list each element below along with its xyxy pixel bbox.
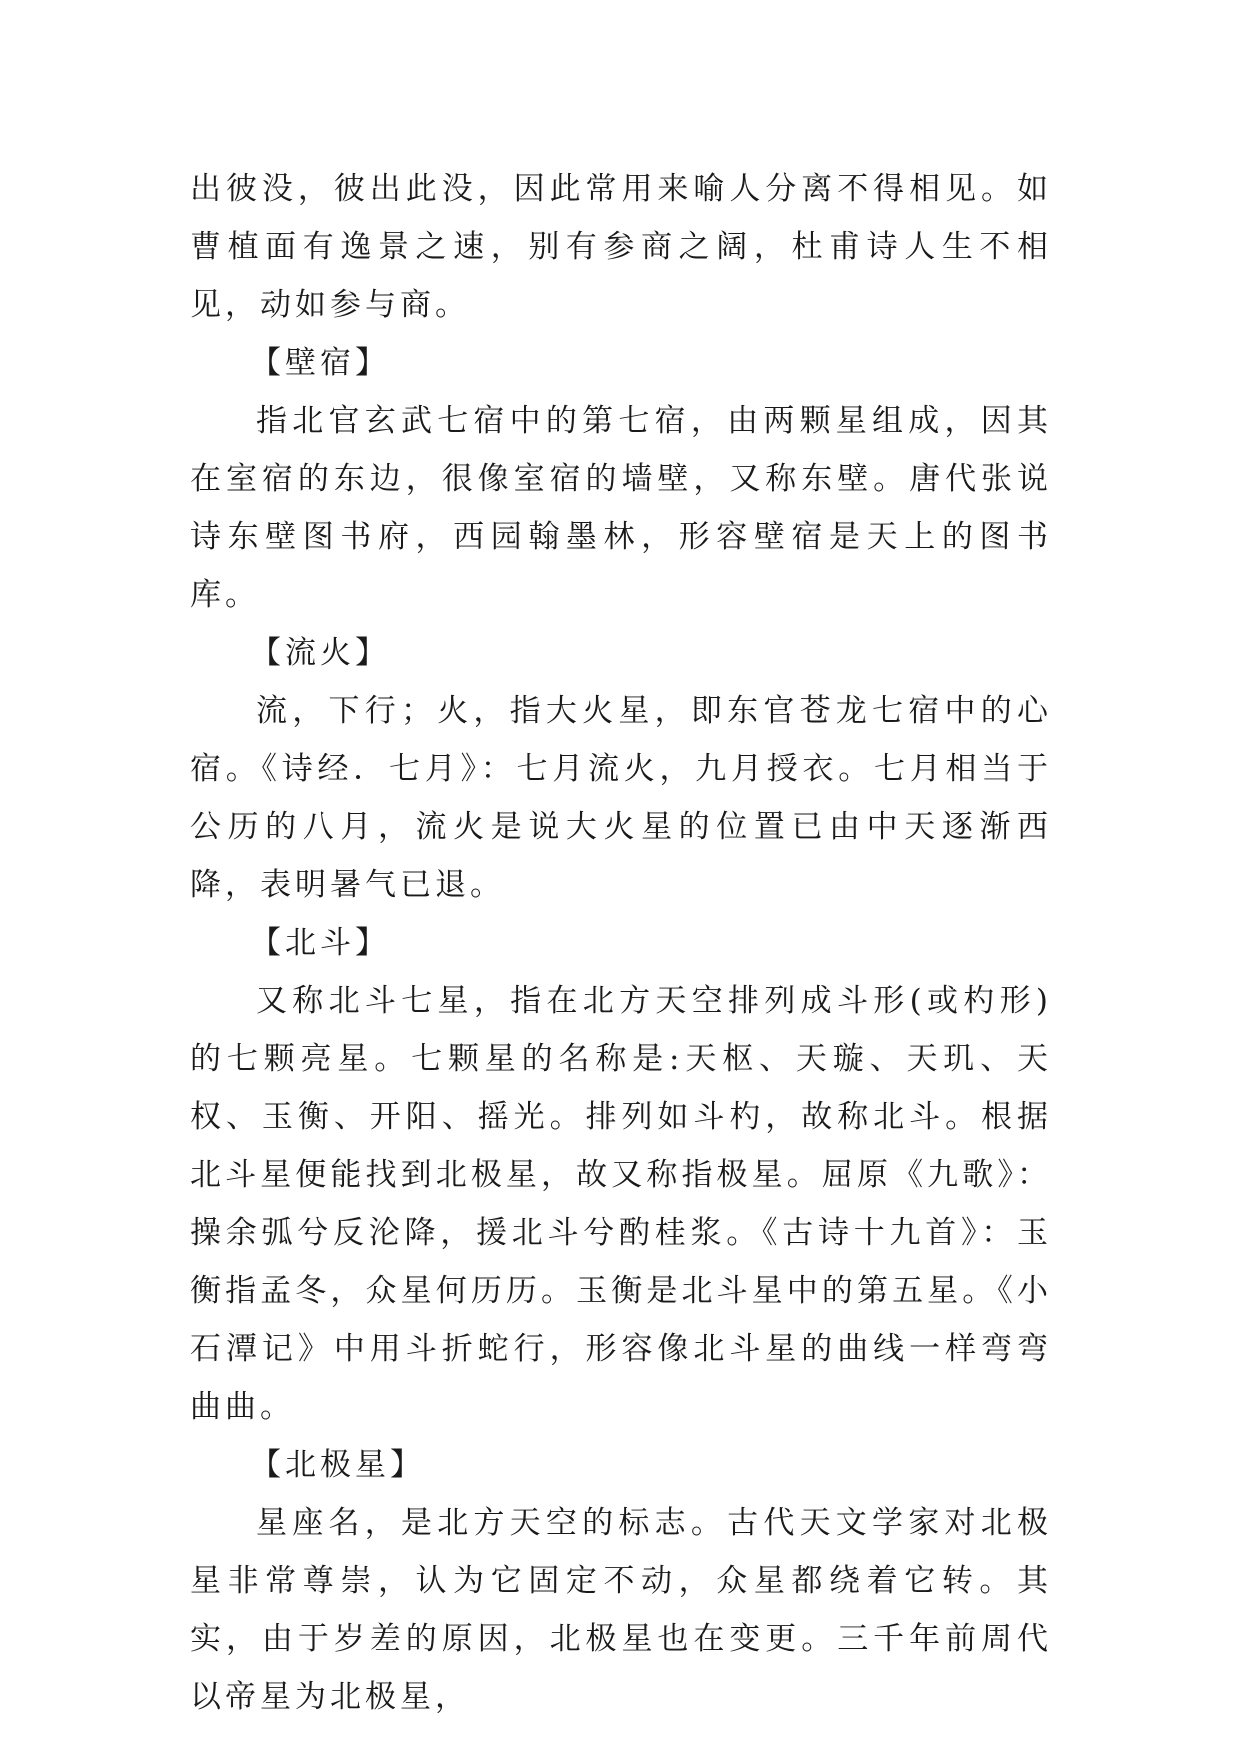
paragraph-liuhuo: 流，下行；火，指大火星，即东官苍龙七宿中的心宿。《诗经．七月》：七月流火，九月授衣。七月相当于公历的八月，流火是说大火星的位置已由中天逐渐西降，表明暑气已退。	[190, 693, 1052, 903]
section-heading-beijixing: 【北极星】	[250, 1447, 425, 1483]
paragraph-beidou: 又称北斗七星，指在北方天空排列成斗形(或杓形)的七颗亮星。七颗星的名称是:天枢、天璇、天玑、天权、玉衡、开阳、摇光。排列如斗杓，故称北斗。根据北斗星便能找到北极星，故又称指极星。屈原《九歌》：操余弧兮反沦降，援北斗兮酌桂浆。《古诗十九首》：玉衡指孟冬，众星何历历。玉衡是北斗星中的第五星。《小石潭记》中用斗折蛇行，形容像北斗星的曲线一样弯弯曲曲。	[190, 983, 1052, 1425]
section-heading-bixiu: 【壁宿】	[250, 345, 390, 381]
section-heading-beidou: 【北斗】	[250, 925, 390, 961]
paragraph-beijixing: 星座名，是北方天空的标志。古代天文学家对北极星非常尊崇，认为它固定不动，众星都绕着它转。其实，由于岁差的原因，北极星也在变更。三千年前周代以帝星为北极星，	[190, 1505, 1052, 1715]
document-body	[190, 160, 1052, 1726]
paragraph-continuation: 出彼没，彼出此没，因此常用来喻人分离不得相见。如曹植面有逸景之速，别有参商之阔，杜甫诗人生不相见，动如参与商。	[190, 171, 1052, 323]
section-heading-liuhuo: 【流火】	[250, 635, 390, 671]
paragraph-bixiu: 指北官玄武七宿中的第七宿，由两颗星组成，因其在室宿的东边，很像室宿的墙壁，又称东壁。唐代张说诗东壁图书府，西园翰墨林，形容壁宿是天上的图书库。	[190, 403, 1052, 613]
